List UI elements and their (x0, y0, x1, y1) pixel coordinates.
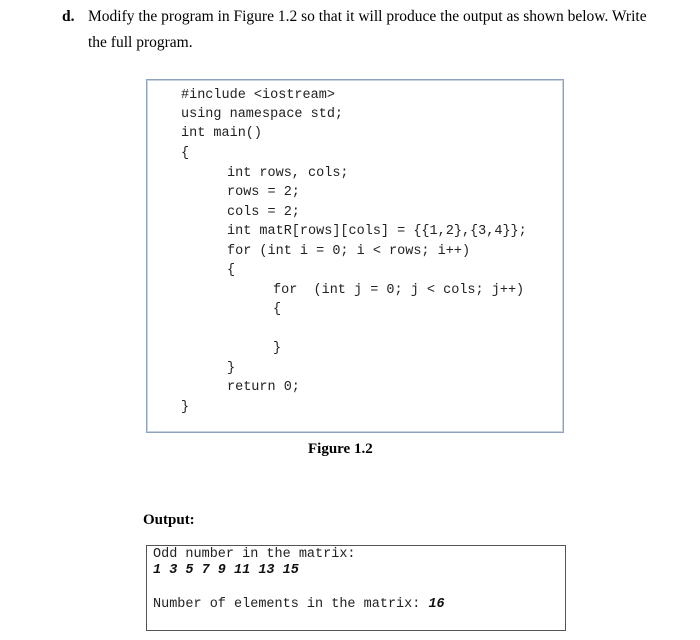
question-line-2: the full program. (88, 34, 193, 51)
code-line: return 0; (227, 380, 300, 395)
code-line: for (int i = 0; i < rows; i++) (227, 244, 471, 259)
code-line: { (181, 146, 190, 161)
code-line: rows = 2; (227, 185, 300, 200)
count-label: Number of elements in the matrix: (153, 597, 429, 612)
code-line: int matR[rows][cols] = {{1,2},{3,4}}; (227, 224, 527, 239)
output-line-1: Odd number in the matrix: (153, 547, 356, 562)
code-figure-box (146, 79, 564, 433)
code-line: int rows, cols; (227, 166, 349, 181)
output-line-3 (153, 597, 445, 612)
count-value: 16 (428, 597, 445, 612)
code-line: int main() (181, 126, 263, 141)
code-line: for (int j = 0; j < cols; j++) (273, 283, 525, 298)
figure-caption: Figure 1.2 (308, 441, 373, 457)
output-box (146, 545, 566, 631)
output-line-2 (153, 563, 299, 578)
code-line: } (181, 400, 190, 415)
code-line: #include <iostream> (181, 88, 335, 103)
code-line: cols = 2; (227, 205, 300, 220)
question-line-1-text: Modify the program in Figure 1.2 so that it will produce the output as shown below. Write (88, 8, 647, 25)
question-label: d. (62, 8, 75, 25)
odd-values: 1 3 5 7 9 11 13 15 (153, 563, 299, 578)
code-line: } (227, 361, 236, 376)
code-line: } (273, 341, 282, 356)
code-line: { (227, 263, 236, 278)
question-line-1 (62, 4, 682, 30)
question-text (62, 4, 682, 56)
code-line: using namespace std; (181, 107, 344, 122)
output-heading: Output: (143, 512, 195, 528)
code-line: { (273, 302, 282, 317)
